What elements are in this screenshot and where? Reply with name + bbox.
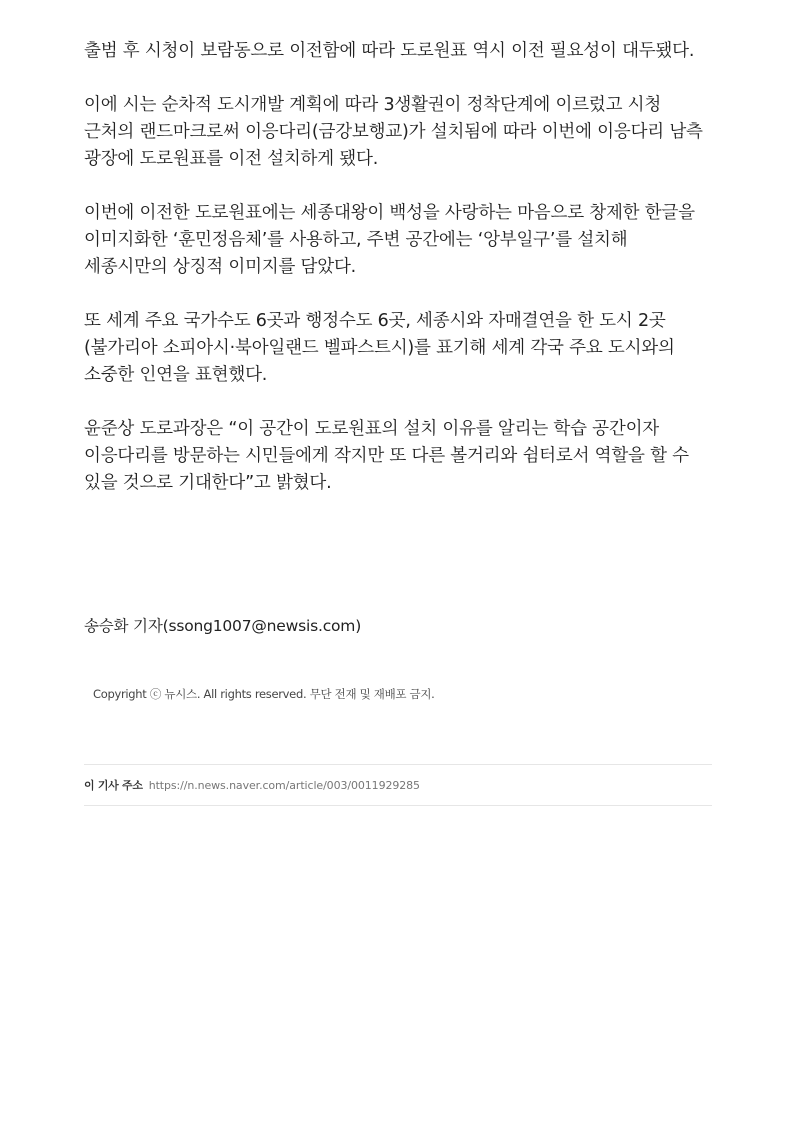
article-paragraph: 이에 시는 순차적 도시개발 계획에 따라 3생활권이 정착단계에 이르렀고 시청 근처의 랜드마크로써 이응다리(금강보행교)가 설치됨에 따라 이번에 이응다리 남측 광장에 도로원표를 이전 설치하게 됐다. <box>84 95 703 169</box>
article-paragraph: 출범 후 시청이 보람동으로 이전함에 따라 도로원표 역시 이전 필요성이 대두됐다. <box>84 41 695 61</box>
article-url-bar <box>84 764 712 806</box>
reporter-byline: 송승화 기자(ssong1007@newsis.com) <box>84 617 362 635</box>
article-url-label: 이 기사 주소 <box>84 779 143 792</box>
copyright-notice: Copyright ⓒ 뉴시스. All rights reserved. 무단 전재 및 재배포 금지. <box>93 687 435 701</box>
article-paragraph: 또 세계 주요 국가수도 6곳과 행정수도 6곳, 세종시와 자매결연을 한 도시 2곳(불가리아 소피아시·북아일랜드 벨파스트시)를 표기해 세계 각국 주요 도시와의 소중한 인연을 표현했다. <box>84 311 675 385</box>
article-paragraph: 이번에 이전한 도로원표에는 세종대왕이 백성을 사랑하는 마음으로 창제한 한글을 이미지화한 ‘훈민정음체’를 사용하고, 주변 공간에는 ‘앙부일구’를 설치해 세종시만의 상징적 이미지를 담았다. <box>84 203 695 277</box>
article-paragraph: 윤준상 도로과장은 “이 공간이 도로원표의 설치 이유를 알리는 학습 공간이자 이응다리를 방문하는 시민들에게 작지만 또 다른 볼거리와 쉼터로서 역할을 할 수 있을 것으로 기대한다”고 밝혔다. <box>84 419 689 493</box>
article-body <box>84 38 716 497</box>
article-url-link[interactable]: https://n.news.naver.com/article/003/0011929285 <box>148 778 420 792</box>
